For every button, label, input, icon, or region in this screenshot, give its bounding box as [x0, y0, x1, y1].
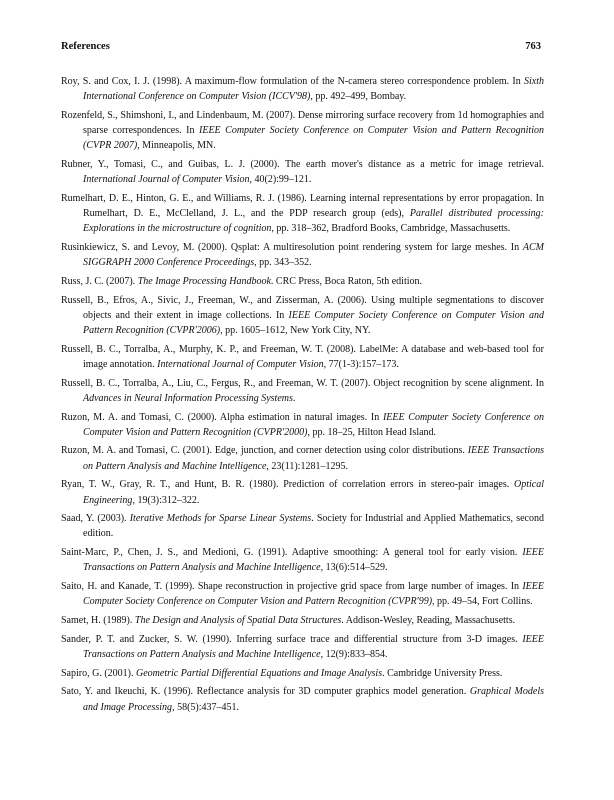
reference-entry: Sato, Y. and Ikeuchi, K. (1996). Reflectance analysis for 3D computer graphics model generation. Graphical Models and Image Processing, 58(5):437–451. [61, 686, 544, 713]
reference-entry: Rubner, Y., Tomasi, C., and Guibas, L. J. (2000). The earth mover's distance as a metric for image retrieval. International Journal of Computer Vision, 40(2):99–121. [61, 159, 544, 186]
reference-list [61, 74, 544, 718]
reference-entry: Saint-Marc, P., Chen, J. S., and Medioni, G. (1991). Adaptive smoothing: A general tool for early vision. IEEE Transactions on Pattern Analysis and Machine Intelligence, 13(6):514–529. [61, 547, 544, 574]
page-number: 763 [525, 41, 541, 52]
reference-entry: Samet, H. (1989). The Design and Analysis of Spatial Data Structures. Addison-Wesley, Reading, Massachusetts. [61, 615, 516, 626]
page-header [61, 41, 541, 55]
reference-entry: Russell, B. C., Torralba, A., Liu, C., Fergus, R., and Freeman, W. T. (2007). Object recognition by scene alignment. In Advances in Neural Information Processing Systems. [61, 377, 544, 404]
reference-entry: Sapiro, G. (2001). Geometric Partial Differential Equations and Image Analysis. Cambridge University Press. [61, 667, 503, 679]
reference-entry: Saad, Y. (2003). Iterative Methods for Sparse Linear Systems. Society for Industrial and Applied Mathematics, second edition. [61, 513, 544, 540]
reference-entry: Russell, B. C., Torralba, A., Murphy, K. P., and Freeman, W. T. (2008). LabelMe: A database and web-based tool for image annotation. International Journal of Computer Vision, 77(1-3):157–173. [61, 343, 544, 370]
reference-entry: Ruzon, M. A. and Tomasi, C. (2001). Edge, junction, and corner detection using color distributions. IEEE Transactions on Pattern Analysis and Machine Intelligence, 23(11):1281–1295. [61, 445, 544, 472]
reference-entry: Rusinkiewicz, S. and Levoy, M. (2000). Qsplat: A multiresolution point rendering system for large meshes. In ACM SIGGRAPH 2000 Conference Proceedings, pp. 343–352. [61, 242, 544, 269]
reference-entry: Sander, P. T. and Zucker, S. W. (1990). Inferring surface trace and differential structure from 3-D images. IEEE Transactions on Pattern Analysis and Machine Intelligence, 12(9):833–854. [61, 633, 544, 660]
reference-entry: Rozenfeld, S., Shimshoni, I., and Lindenbaum, M. (2007). Dense mirroring surface recovery from 1d homographies and sparse correspondences. In IEEE Computer Society Conference on Computer Vision and Pattern Recognition (CVPR 2007), Minneapolis, MN. [61, 109, 544, 152]
section-title: References [61, 41, 110, 52]
reference-entry: Russ, J. C. (2007). The Image Processing Handbook. CRC Press, Boca Raton, 5th edition. [61, 275, 423, 287]
reference-entry: Ruzon, M. A. and Tomasi, C. (2000). Alpha estimation in natural images. In IEEE Computer Society Conference on Computer Vision and Pattern Recognition (CVPR'2000), pp. 18–25, Hilton Head Island. [61, 411, 544, 438]
reference-entry: Roy, S. and Cox, I. J. (1998). A maximum-flow formulation of the N-camera stereo correspondence problem. In Sixth International Conference on Computer Vision (ICCV'98), pp. 492–499, Bombay. [61, 76, 544, 103]
reference-entry: Saito, H. and Kanade, T. (1999). Shape reconstruction in projective grid space from large number of images. In IEEE Computer Society Conference on Computer Vision and Pattern Recognition (CVPR'99), pp. 49–54, Fort Collins. [61, 581, 544, 608]
reference-entry: Rumelhart, D. E., Hinton, G. E., and Williams, R. J. (1986). Learning internal representations by error propagation. In Rumelhart, D. E., McClelland, J. L., and the PDP research group (eds), Parallel distributed processing: Explorations in the microstructure of cognition, pp. 318–362, Bradford Books, Cambridge, Massachusetts. [61, 192, 544, 235]
reference-entry: Ryan, T. W., Gray, R. T., and Hunt, B. R. (1980). Prediction of correlation errors in stereo-pair images. Optical Engineering, 19(3):312–322. [61, 479, 544, 506]
reference-entry: Russell, B., Efros, A., Sivic, J., Freeman, W., and Zisserman, A. (2006). Using multiple segmentations to discover objects and their extent in image collections. In IEEE Computer Society Conference on Computer Vision and Pattern Recognition (CVPR'2006), pp. 1605–1612, New York City, NY. [61, 294, 544, 337]
